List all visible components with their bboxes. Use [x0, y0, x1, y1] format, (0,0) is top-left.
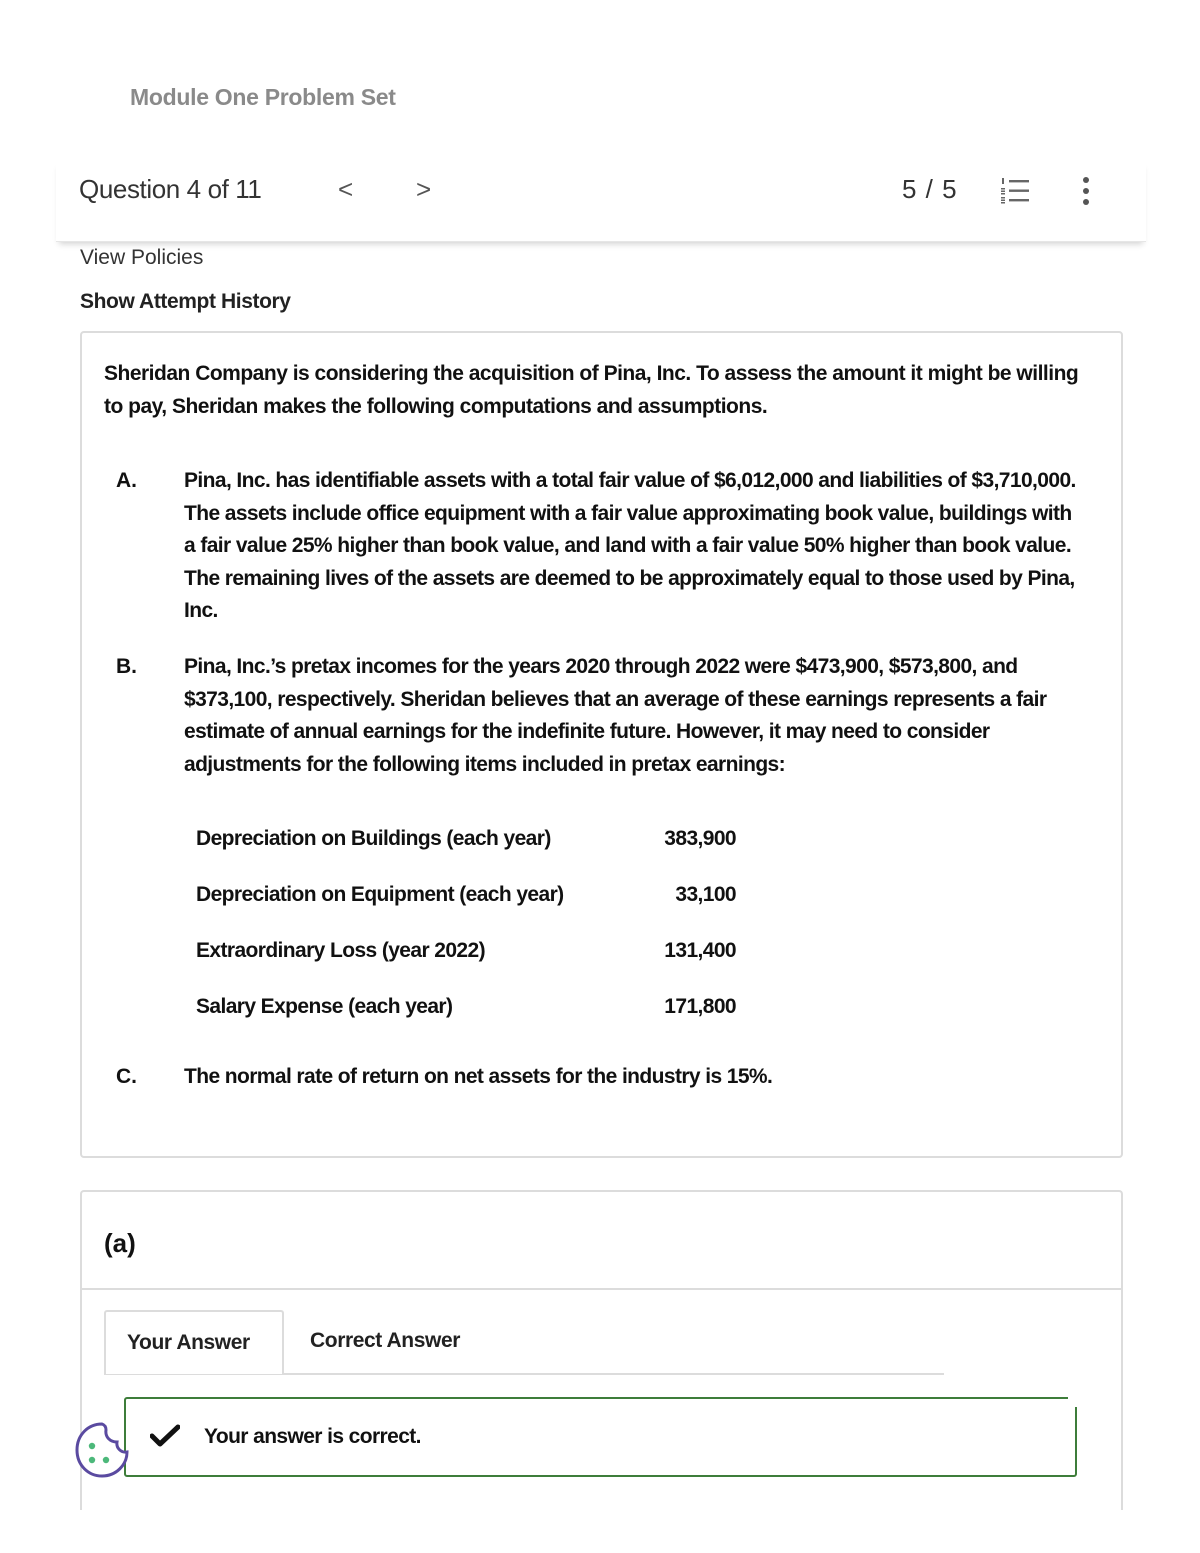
adjustment-row — [196, 939, 736, 969]
question-counter: Question 4 of 11 — [79, 174, 262, 204]
adjustment-value: 171,800 — [664, 995, 736, 1018]
item-letter-a: A. — [116, 469, 137, 492]
adjustment-label: Salary Expense (each year) — [196, 995, 453, 1018]
feedback-message: Your answer is correct. — [204, 1425, 421, 1448]
adjustment-label: Extraordinary Loss (year 2022) — [196, 939, 485, 962]
adjustment-value: 131,400 — [664, 939, 736, 962]
item-text-a: Pina, Inc. has identifiable assets with a total fair value of $6,012,000 and liabilities of $3,710,000. The assets include office equipment with a fair value approximating book value, buildings with a fair value 25% higher than book value, and land with a fair value 50% higher than book value. The remaining lives of the assets are deemed to be approximately equal to those used by Pina, Inc. — [184, 469, 1076, 622]
item-letter-c: C. — [116, 1065, 137, 1088]
module-title: Module One Problem Set — [130, 84, 396, 110]
score-indicator: 5 / 5 — [902, 174, 958, 204]
checkmark-icon — [150, 1424, 180, 1448]
numbered-list-icon[interactable] — [1000, 177, 1030, 205]
adjustment-label: Depreciation on Equipment (each year) — [196, 883, 564, 906]
item-text-b: Pina, Inc.’s pretax incomes for the years 2020 through 2022 were $473,900, $573,800, and $373,100, respectively. Sheridan believes that an average of these earnings represents a fair estimate of annual earnings for the indefinite future. However, it may need to consider adjustments for the following items included in pretax earnings: — [184, 655, 1047, 776]
problem-statement-panel — [80, 331, 1123, 1158]
show-attempt-history-link[interactable]: Show Attempt History — [80, 290, 291, 313]
adjustment-row — [196, 827, 736, 857]
next-question-button[interactable]: > — [416, 174, 432, 204]
tab-your-answer[interactable]: Your Answer — [104, 1310, 284, 1374]
problem-intro: Sheridan Company is considering the acquisition of Pina, Inc. To assess the amount it might be willing to pay, Sheridan makes the following computations and assumptions. — [104, 362, 1079, 418]
tab-correct-answer[interactable]: Correct Answer — [310, 1329, 461, 1352]
divider — [82, 1288, 1123, 1290]
item-letter-b: B. — [116, 655, 137, 678]
banner-corner-gap — [1068, 1397, 1082, 1407]
adjustment-value: 33,100 — [675, 883, 736, 906]
more-vertical-icon[interactable] — [1076, 176, 1096, 206]
previous-question-button[interactable]: < — [338, 174, 354, 204]
adjustment-row — [196, 883, 736, 913]
answer-feedback-banner — [124, 1397, 1077, 1477]
question-nav-bar — [56, 160, 1146, 242]
part-label: (a) — [104, 1228, 136, 1258]
adjustment-row — [196, 995, 736, 1025]
view-policies-link[interactable]: View Policies — [80, 246, 204, 269]
adjustment-label: Depreciation on Buildings (each year) — [196, 827, 551, 850]
adjustment-value: 383,900 — [664, 827, 736, 850]
cookie-settings-icon[interactable] — [72, 1420, 132, 1480]
item-text-c: The normal rate of return on net assets for the industry is 15%. — [184, 1065, 773, 1088]
